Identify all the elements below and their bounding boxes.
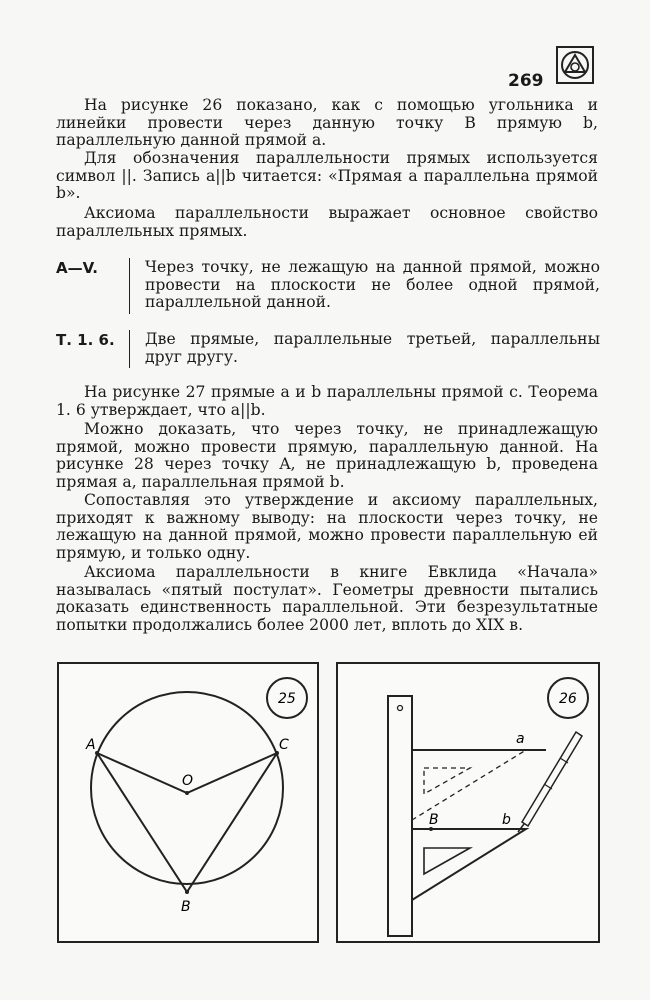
figure-26 bbox=[336, 662, 600, 943]
paragraph-5: Можно доказать, что через точку, не принадлежащую прямой, можно провести прямую, параллельную данной. На рисунке 28 через точку A, не принадлежащую b, проведена прямая a, параллельная прямой b. bbox=[56, 420, 598, 491]
paragraph-1: На рисунке 26 показано, как с помощью угольника и линейки провести через данную точку B прямую b, параллельную данной прямой a. bbox=[56, 96, 598, 150]
paragraph-7: Аксиома параллельности в книге Евклида «Начала» называлась «пятый постулат». Геометры древности пытались доказать единственность параллельной. Эти безрезультатные попытки продолжались более 2000 лет, вплоть до XIX в. bbox=[56, 563, 598, 634]
label-a: a bbox=[516, 731, 525, 747]
theorem-label: Т. 1. 6. bbox=[56, 331, 115, 349]
figure-25 bbox=[57, 662, 319, 943]
label-A: A bbox=[86, 737, 96, 753]
pencil-icon bbox=[522, 732, 582, 826]
label-C: C bbox=[279, 737, 289, 753]
figure-25-number: 25 bbox=[278, 691, 296, 707]
paragraph-4: На рисунке 27 прямые a и b параллельны прямой c. Теорема 1. 6 утверждает, что a||b. bbox=[56, 383, 598, 419]
label-B: B bbox=[181, 899, 191, 915]
axiom-label: А—V. bbox=[56, 259, 98, 277]
label-b: b bbox=[502, 812, 511, 828]
label-O: O bbox=[182, 773, 194, 789]
theorem-bar bbox=[129, 330, 130, 368]
label-B: B bbox=[429, 812, 439, 828]
paragraph-3: Аксиома параллельности выражает основное свойство параллельных прямых. bbox=[56, 204, 598, 240]
theorem-text: Две прямые, параллельные третьей, параллельны друг другу. bbox=[145, 330, 600, 366]
axiom-bar bbox=[129, 258, 130, 314]
figure-26-number: 26 bbox=[559, 691, 577, 707]
paragraph-6: Сопоставляя это утверждение и аксиому параллельных, приходят к важному выводу: на плоскости через точку, не лежащую на данной прямой, можно провести параллельную ей прямую, и только одну. bbox=[56, 491, 598, 562]
chapter-logo bbox=[556, 46, 594, 84]
ruler bbox=[388, 696, 412, 936]
paragraph-2: Для обозначения параллельности прямых используется символ ||. Запись a||b читается: «Прямая a параллельна прямой b». bbox=[56, 149, 598, 203]
axiom-text: Через точку, не лежащую на данной прямой, можно провести на плоскости не более одной прямой, параллельной данной. bbox=[145, 258, 600, 312]
page-number: 269 bbox=[508, 71, 544, 91]
